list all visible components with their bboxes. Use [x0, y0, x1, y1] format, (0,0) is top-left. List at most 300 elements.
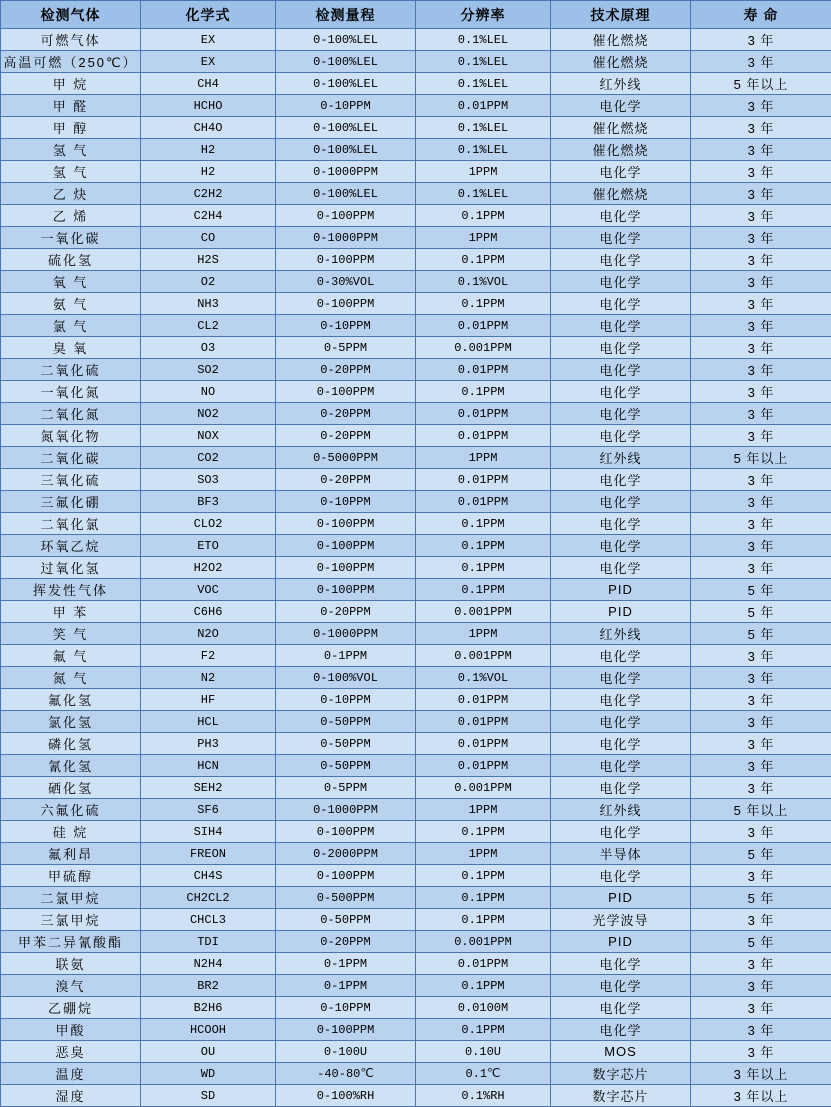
cell-gas-name: 湿度: [1, 1085, 141, 1107]
table-row: [1, 73, 831, 95]
cell-gas-name: 氟 气: [1, 645, 141, 667]
table-row: [1, 337, 831, 359]
table-row: [1, 909, 831, 931]
cell-chemical-formula: EX: [141, 29, 276, 51]
cell-chemical-formula: CO2: [141, 447, 276, 469]
table-row: [1, 117, 831, 139]
cell-technical-principle: PID: [551, 601, 691, 623]
cell-resolution: 0.1PPM: [416, 557, 551, 579]
cell-chemical-formula: VOC: [141, 579, 276, 601]
cell-technical-principle: 红外线: [551, 799, 691, 821]
cell-lifespan: 3 年: [691, 249, 831, 271]
cell-lifespan: 3 年: [691, 1019, 831, 1041]
cell-measuring-range: 0-100PPM: [276, 821, 416, 843]
cell-chemical-formula: CH4S: [141, 865, 276, 887]
cell-technical-principle: 电化学: [551, 711, 691, 733]
cell-chemical-formula: CH4O: [141, 117, 276, 139]
cell-lifespan: 3 年: [691, 161, 831, 183]
cell-technical-principle: PID: [551, 579, 691, 601]
cell-measuring-range: 0-100PPM: [276, 1019, 416, 1041]
cell-technical-principle: 光学波导: [551, 909, 691, 931]
cell-measuring-range: 0-1000PPM: [276, 623, 416, 645]
cell-lifespan: 3 年: [691, 95, 831, 117]
column-header-resolution: 分辨率: [416, 1, 551, 29]
cell-gas-name: 二氯甲烷: [1, 887, 141, 909]
column-header-measuring-range: 检测量程: [276, 1, 416, 29]
cell-gas-name: 可燃气体: [1, 29, 141, 51]
cell-chemical-formula: ETO: [141, 535, 276, 557]
cell-lifespan: 3 年: [691, 51, 831, 73]
cell-chemical-formula: FREON: [141, 843, 276, 865]
table-row: [1, 755, 831, 777]
cell-lifespan: 5 年: [691, 579, 831, 601]
cell-chemical-formula: C2H2: [141, 183, 276, 205]
cell-measuring-range: 0-1PPM: [276, 953, 416, 975]
cell-measuring-range: 0-100%LEL: [276, 51, 416, 73]
cell-resolution: 1PPM: [416, 799, 551, 821]
cell-lifespan: 3 年: [691, 755, 831, 777]
cell-technical-principle: 催化燃烧: [551, 51, 691, 73]
cell-measuring-range: 0-100%LEL: [276, 117, 416, 139]
cell-chemical-formula: EX: [141, 51, 276, 73]
cell-resolution: 0.1%LEL: [416, 117, 551, 139]
table-row: [1, 381, 831, 403]
cell-technical-principle: PID: [551, 887, 691, 909]
cell-lifespan: 3 年: [691, 381, 831, 403]
cell-resolution: 0.1%RH: [416, 1085, 551, 1107]
cell-gas-name: 三氯甲烷: [1, 909, 141, 931]
cell-resolution: 0.1PPM: [416, 205, 551, 227]
cell-gas-name: 二氧化硫: [1, 359, 141, 381]
cell-lifespan: 3 年: [691, 183, 831, 205]
cell-gas-name: 二氧化碳: [1, 447, 141, 469]
cell-chemical-formula: HF: [141, 689, 276, 711]
cell-lifespan: 3 年: [691, 1041, 831, 1063]
cell-chemical-formula: N2O: [141, 623, 276, 645]
cell-resolution: 0.1PPM: [416, 249, 551, 271]
table-row: [1, 29, 831, 51]
cell-gas-name: 氨 气: [1, 293, 141, 315]
cell-lifespan: 3 年: [691, 777, 831, 799]
table-row: [1, 161, 831, 183]
cell-chemical-formula: CHCL3: [141, 909, 276, 931]
cell-resolution: 0.10U: [416, 1041, 551, 1063]
cell-gas-name: 联氨: [1, 953, 141, 975]
cell-measuring-range: 0-100%LEL: [276, 183, 416, 205]
cell-resolution: 0.1PPM: [416, 381, 551, 403]
cell-technical-principle: 催化燃烧: [551, 117, 691, 139]
cell-gas-name: 氰化氢: [1, 755, 141, 777]
cell-resolution: 0.001PPM: [416, 777, 551, 799]
cell-resolution: 1PPM: [416, 161, 551, 183]
cell-resolution: 0.01PPM: [416, 469, 551, 491]
cell-lifespan: 3 年: [691, 139, 831, 161]
table-row: [1, 975, 831, 997]
table-row: [1, 1019, 831, 1041]
cell-lifespan: 3 年: [691, 997, 831, 1019]
table-row: [1, 865, 831, 887]
cell-chemical-formula: C6H6: [141, 601, 276, 623]
cell-lifespan: 3 年: [691, 557, 831, 579]
cell-resolution: 0.01PPM: [416, 403, 551, 425]
table-row: [1, 711, 831, 733]
cell-technical-principle: 电化学: [551, 381, 691, 403]
cell-measuring-range: 0-50PPM: [276, 733, 416, 755]
cell-lifespan: 3 年: [691, 315, 831, 337]
table-row: [1, 293, 831, 315]
cell-gas-name: 六氟化硫: [1, 799, 141, 821]
column-header-technical-principle: 技术原理: [551, 1, 691, 29]
cell-chemical-formula: N2H4: [141, 953, 276, 975]
cell-gas-name: 氮 气: [1, 667, 141, 689]
cell-lifespan: 5 年: [691, 887, 831, 909]
cell-gas-name: 臭 氧: [1, 337, 141, 359]
table-row: [1, 601, 831, 623]
cell-chemical-formula: HCHO: [141, 95, 276, 117]
cell-technical-principle: 电化学: [551, 403, 691, 425]
cell-technical-principle: 电化学: [551, 491, 691, 513]
cell-chemical-formula: CH2CL2: [141, 887, 276, 909]
cell-resolution: 0.001PPM: [416, 931, 551, 953]
cell-lifespan: 3 年: [691, 645, 831, 667]
cell-resolution: 0.001PPM: [416, 337, 551, 359]
cell-measuring-range: 0-100PPM: [276, 579, 416, 601]
cell-gas-name: 磷化氢: [1, 733, 141, 755]
table-header: [1, 1, 831, 29]
cell-chemical-formula: HCOOH: [141, 1019, 276, 1041]
table-row: [1, 557, 831, 579]
cell-resolution: 0.01PPM: [416, 689, 551, 711]
cell-lifespan: 3 年: [691, 205, 831, 227]
cell-lifespan: 3 年: [691, 711, 831, 733]
cell-gas-name: 笑 气: [1, 623, 141, 645]
cell-gas-name: 二氧化氮: [1, 403, 141, 425]
cell-lifespan: 3 年: [691, 865, 831, 887]
cell-chemical-formula: H2: [141, 161, 276, 183]
cell-lifespan: 3 年: [691, 403, 831, 425]
cell-chemical-formula: TDI: [141, 931, 276, 953]
cell-gas-name: 氯化氢: [1, 711, 141, 733]
cell-gas-name: 温度: [1, 1063, 141, 1085]
cell-resolution: 0.1%VOL: [416, 271, 551, 293]
cell-chemical-formula: BF3: [141, 491, 276, 513]
cell-gas-name: 三氟化硼: [1, 491, 141, 513]
cell-gas-name: 二氧化氯: [1, 513, 141, 535]
table-row: [1, 997, 831, 1019]
cell-lifespan: 5 年: [691, 931, 831, 953]
cell-chemical-formula: SO2: [141, 359, 276, 381]
cell-resolution: 0.1℃: [416, 1063, 551, 1085]
cell-measuring-range: 0-20PPM: [276, 601, 416, 623]
cell-gas-name: 三氧化硫: [1, 469, 141, 491]
cell-technical-principle: 电化学: [551, 513, 691, 535]
cell-resolution: 0.1PPM: [416, 909, 551, 931]
cell-lifespan: 3 年: [691, 227, 831, 249]
table-row: [1, 623, 831, 645]
cell-resolution: 0.01PPM: [416, 95, 551, 117]
cell-technical-principle: 电化学: [551, 227, 691, 249]
cell-resolution: 0.001PPM: [416, 645, 551, 667]
cell-chemical-formula: B2H6: [141, 997, 276, 1019]
cell-technical-principle: 数字芯片: [551, 1085, 691, 1107]
cell-gas-name: 环氧乙烷: [1, 535, 141, 557]
cell-resolution: 1PPM: [416, 447, 551, 469]
table-row: [1, 777, 831, 799]
cell-technical-principle: 电化学: [551, 953, 691, 975]
column-header-lifespan: 寿 命: [691, 1, 831, 29]
cell-measuring-range: 0-100%RH: [276, 1085, 416, 1107]
cell-chemical-formula: HCL: [141, 711, 276, 733]
cell-chemical-formula: CLO2: [141, 513, 276, 535]
cell-gas-name: 过氧化氢: [1, 557, 141, 579]
table-row: [1, 469, 831, 491]
cell-gas-name: 甲 烷: [1, 73, 141, 95]
table-row: [1, 821, 831, 843]
cell-lifespan: 3 年: [691, 733, 831, 755]
column-header-chemical-formula: 化学式: [141, 1, 276, 29]
table-row: [1, 843, 831, 865]
cell-gas-name: 恶臭: [1, 1041, 141, 1063]
cell-chemical-formula: O3: [141, 337, 276, 359]
cell-measuring-range: 0-100PPM: [276, 535, 416, 557]
cell-technical-principle: 电化学: [551, 1019, 691, 1041]
cell-measuring-range: 0-50PPM: [276, 755, 416, 777]
table-row: [1, 1063, 831, 1085]
cell-measuring-range: 0-5PPM: [276, 777, 416, 799]
cell-resolution: 0.1PPM: [416, 293, 551, 315]
cell-gas-name: 甲 醛: [1, 95, 141, 117]
cell-measuring-range: 0-100%LEL: [276, 29, 416, 51]
cell-technical-principle: 电化学: [551, 865, 691, 887]
table-row: [1, 315, 831, 337]
cell-resolution: 0.1PPM: [416, 821, 551, 843]
cell-measuring-range: 0-1000PPM: [276, 227, 416, 249]
cell-gas-name: 甲 醇: [1, 117, 141, 139]
table-row: [1, 447, 831, 469]
cell-technical-principle: 电化学: [551, 821, 691, 843]
cell-chemical-formula: SF6: [141, 799, 276, 821]
cell-technical-principle: 催化燃烧: [551, 139, 691, 161]
cell-gas-name: 甲酸: [1, 1019, 141, 1041]
cell-gas-name: 一氧化氮: [1, 381, 141, 403]
table-row: [1, 359, 831, 381]
cell-lifespan: 3 年: [691, 359, 831, 381]
cell-gas-name: 一氧化碳: [1, 227, 141, 249]
cell-measuring-range: 0-20PPM: [276, 359, 416, 381]
cell-measuring-range: 0-10PPM: [276, 315, 416, 337]
cell-lifespan: 3 年: [691, 909, 831, 931]
cell-resolution: 0.01PPM: [416, 755, 551, 777]
cell-technical-principle: 电化学: [551, 975, 691, 997]
cell-resolution: 0.1%LEL: [416, 29, 551, 51]
cell-chemical-formula: SEH2: [141, 777, 276, 799]
cell-gas-name: 氢 气: [1, 161, 141, 183]
cell-lifespan: 3 年: [691, 953, 831, 975]
cell-lifespan: 5 年以上: [691, 73, 831, 95]
cell-chemical-formula: NO: [141, 381, 276, 403]
cell-measuring-range: 0-30%VOL: [276, 271, 416, 293]
table-body: [1, 29, 831, 1107]
table-row: [1, 139, 831, 161]
table-row: [1, 227, 831, 249]
cell-resolution: 1PPM: [416, 227, 551, 249]
cell-chemical-formula: H2: [141, 139, 276, 161]
cell-resolution: 1PPM: [416, 843, 551, 865]
cell-measuring-range: 0-10PPM: [276, 997, 416, 1019]
cell-resolution: 0.01PPM: [416, 953, 551, 975]
cell-resolution: 0.01PPM: [416, 359, 551, 381]
table-row: [1, 513, 831, 535]
cell-gas-name: 氢 气: [1, 139, 141, 161]
cell-technical-principle: 催化燃烧: [551, 29, 691, 51]
cell-technical-principle: 电化学: [551, 337, 691, 359]
cell-chemical-formula: O2: [141, 271, 276, 293]
cell-measuring-range: 0-100PPM: [276, 513, 416, 535]
cell-measuring-range: 0-100PPM: [276, 293, 416, 315]
cell-gas-name: 乙 烯: [1, 205, 141, 227]
cell-technical-principle: 数字芯片: [551, 1063, 691, 1085]
cell-technical-principle: MOS: [551, 1041, 691, 1063]
cell-measuring-range: 0-5000PPM: [276, 447, 416, 469]
cell-technical-principle: 催化燃烧: [551, 183, 691, 205]
cell-measuring-range: 0-10PPM: [276, 689, 416, 711]
cell-chemical-formula: CH4: [141, 73, 276, 95]
cell-technical-principle: 电化学: [551, 535, 691, 557]
cell-measuring-range: 0-1PPM: [276, 645, 416, 667]
cell-measuring-range: 0-50PPM: [276, 909, 416, 931]
table-row: [1, 1041, 831, 1063]
cell-lifespan: 3 年: [691, 29, 831, 51]
cell-lifespan: 3 年: [691, 491, 831, 513]
cell-chemical-formula: PH3: [141, 733, 276, 755]
cell-lifespan: 3 年: [691, 821, 831, 843]
cell-technical-principle: 电化学: [551, 469, 691, 491]
cell-technical-principle: 电化学: [551, 249, 691, 271]
cell-chemical-formula: CL2: [141, 315, 276, 337]
cell-chemical-formula: SIH4: [141, 821, 276, 843]
cell-lifespan: 5 年: [691, 623, 831, 645]
cell-chemical-formula: WD: [141, 1063, 276, 1085]
cell-resolution: 0.1%VOL: [416, 667, 551, 689]
cell-measuring-range: 0-100PPM: [276, 557, 416, 579]
cell-technical-principle: 红外线: [551, 623, 691, 645]
cell-chemical-formula: SO3: [141, 469, 276, 491]
cell-technical-principle: 电化学: [551, 425, 691, 447]
cell-gas-name: 甲 苯: [1, 601, 141, 623]
cell-resolution: 1PPM: [416, 623, 551, 645]
cell-chemical-formula: BR2: [141, 975, 276, 997]
cell-technical-principle: 电化学: [551, 315, 691, 337]
table-row: [1, 953, 831, 975]
cell-technical-principle: 电化学: [551, 359, 691, 381]
cell-lifespan: 3 年以上: [691, 1085, 831, 1107]
cell-technical-principle: 电化学: [551, 645, 691, 667]
table-row: [1, 491, 831, 513]
table-row: [1, 799, 831, 821]
cell-technical-principle: 电化学: [551, 689, 691, 711]
cell-resolution: 0.01PPM: [416, 425, 551, 447]
cell-resolution: 0.001PPM: [416, 601, 551, 623]
cell-lifespan: 3 年: [691, 689, 831, 711]
table-row: [1, 271, 831, 293]
table-row: [1, 579, 831, 601]
cell-measuring-range: 0-500PPM: [276, 887, 416, 909]
cell-gas-name: 氟利昂: [1, 843, 141, 865]
cell-measuring-range: 0-2000PPM: [276, 843, 416, 865]
cell-measuring-range: 0-100PPM: [276, 381, 416, 403]
table-row: [1, 403, 831, 425]
table-row: [1, 425, 831, 447]
cell-measuring-range: 0-20PPM: [276, 931, 416, 953]
cell-chemical-formula: OU: [141, 1041, 276, 1063]
cell-resolution: 0.1PPM: [416, 535, 551, 557]
cell-lifespan: 3 年: [691, 293, 831, 315]
cell-lifespan: 3 年: [691, 117, 831, 139]
cell-measuring-range: -40-80℃: [276, 1063, 416, 1085]
cell-resolution: 0.01PPM: [416, 711, 551, 733]
cell-measuring-range: 0-1PPM: [276, 975, 416, 997]
table-row: [1, 733, 831, 755]
cell-measuring-range: 0-5PPM: [276, 337, 416, 359]
cell-technical-principle: 半导体: [551, 843, 691, 865]
cell-lifespan: 5 年: [691, 843, 831, 865]
cell-measuring-range: 0-20PPM: [276, 469, 416, 491]
cell-technical-principle: 电化学: [551, 997, 691, 1019]
cell-resolution: 0.01PPM: [416, 733, 551, 755]
cell-gas-name: 高温可燃（250℃）: [1, 51, 141, 73]
cell-lifespan: 5 年: [691, 601, 831, 623]
cell-measuring-range: 0-50PPM: [276, 711, 416, 733]
table-row: [1, 1085, 831, 1107]
table-row: [1, 249, 831, 271]
cell-lifespan: 3 年: [691, 469, 831, 491]
cell-gas-name: 甲苯二异氰酸酯: [1, 931, 141, 953]
cell-lifespan: 3 年: [691, 425, 831, 447]
cell-lifespan: 3 年: [691, 535, 831, 557]
cell-lifespan: 3 年: [691, 337, 831, 359]
cell-gas-name: 氟化氢: [1, 689, 141, 711]
cell-chemical-formula: CO: [141, 227, 276, 249]
cell-technical-principle: 电化学: [551, 733, 691, 755]
cell-measuring-range: 0-10PPM: [276, 95, 416, 117]
cell-technical-principle: PID: [551, 931, 691, 953]
cell-resolution: 0.1PPM: [416, 513, 551, 535]
cell-gas-name: 甲硫醇: [1, 865, 141, 887]
cell-technical-principle: 红外线: [551, 73, 691, 95]
cell-lifespan: 3 年: [691, 513, 831, 535]
cell-gas-name: 硫化氢: [1, 249, 141, 271]
cell-resolution: 0.01PPM: [416, 315, 551, 337]
cell-gas-name: 溴气: [1, 975, 141, 997]
table-row: [1, 645, 831, 667]
cell-technical-principle: 电化学: [551, 95, 691, 117]
cell-gas-name: 氮氧化物: [1, 425, 141, 447]
table-row: [1, 205, 831, 227]
cell-resolution: 0.1%LEL: [416, 51, 551, 73]
table-header-row: [1, 1, 831, 29]
cell-lifespan: 3 年: [691, 667, 831, 689]
cell-lifespan: 3 年: [691, 975, 831, 997]
cell-chemical-formula: H2O2: [141, 557, 276, 579]
cell-resolution: 0.1PPM: [416, 865, 551, 887]
cell-chemical-formula: H2S: [141, 249, 276, 271]
cell-technical-principle: 电化学: [551, 777, 691, 799]
cell-lifespan: 5 年以上: [691, 447, 831, 469]
column-header-gas-name: 检测气体: [1, 1, 141, 29]
cell-measuring-range: 0-100PPM: [276, 205, 416, 227]
cell-chemical-formula: SD: [141, 1085, 276, 1107]
cell-gas-name: 硅 烷: [1, 821, 141, 843]
